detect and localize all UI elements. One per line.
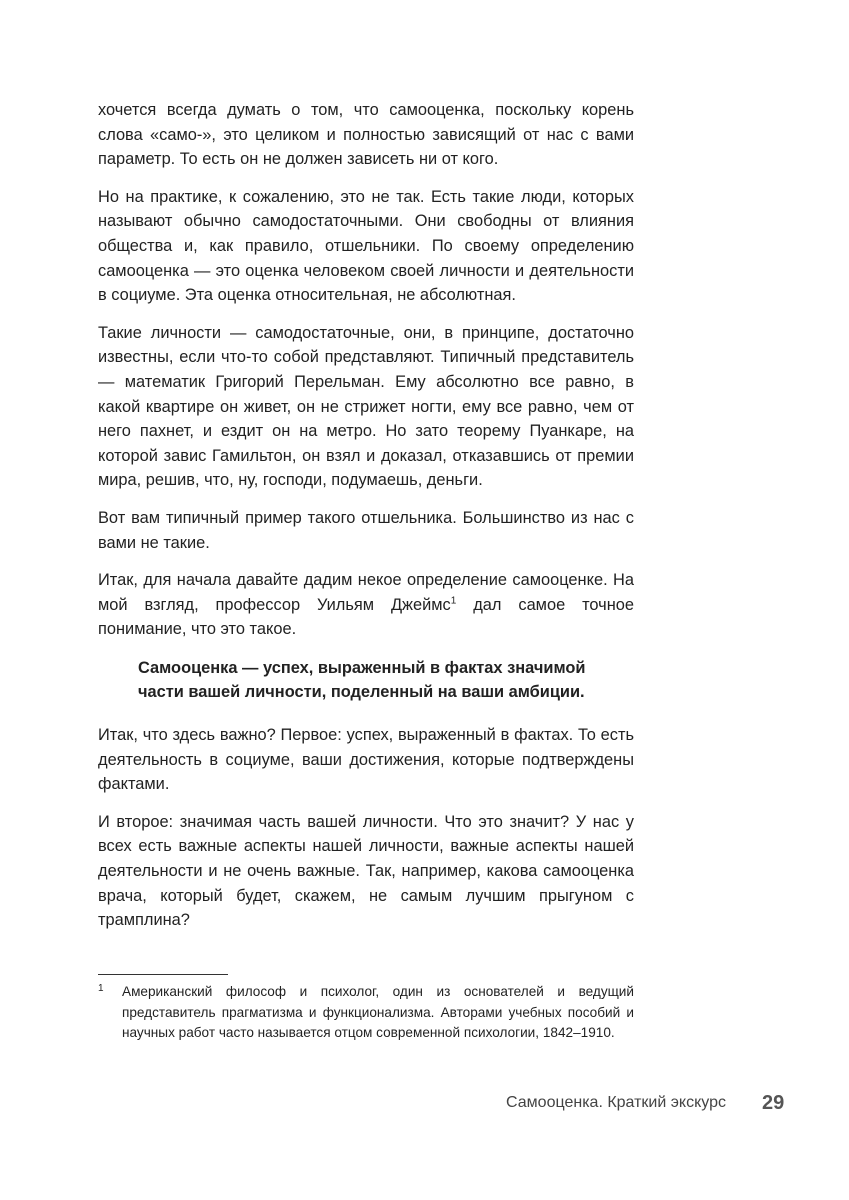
page-number: 29 — [762, 1092, 785, 1114]
paragraph-2: Но на практике, к сожалению, это не так. Есть такие люди, которых называют обычно самодостаточными. Они свободны от влияния общества и, как правило, отшельники. По своему определению самооценка — это оценка человеком своей личности и деятельности в социуме. Эта оценка относительная, не абсолютная. — [98, 187, 634, 305]
footnote-mark: 1 — [98, 983, 104, 994]
definition-quote: Самооценка — успех, выраженный в фактах значимой части вашей личности, поделенный на ваши амбиции. — [138, 658, 586, 702]
footnote — [98, 982, 634, 1044]
footnote-reference[interactable]: 1 — [450, 595, 457, 607]
main-text — [98, 98, 634, 946]
paragraph-definition-intro — [98, 568, 634, 642]
paragraph-1: хочется всегда думать о том, что самооценка, поскольку корень слова «само-», это целиком и полностью зависящий от нас с вами параметр. То есть он не должен зависеть ни от кого. — [98, 101, 634, 169]
footnote-divider — [98, 974, 228, 975]
definition-intro-after: дал самое точное понимание, что это такое. — [98, 595, 634, 639]
footnote-text: Американский философ и психолог, один из основателей и ведущий представитель прагматизма и функционализма. Авторами учебных пособий и научных работ часто называется отцом современной психологии, 1842–1910. — [122, 984, 634, 1041]
paragraph-after-quote-2: И второе: значимая часть вашей личности. Что это значит? У нас у всех есть важные аспекты нашей личности, важные аспекты нашей деятельности и не очень важные. Так, например, какова самооценка врача, который будет, скажем, не самым лучшим прыгуном с трамплина? — [98, 812, 634, 930]
paragraph-after-quote-1: Итак, что здесь важно? Первое: успех, выраженный в фактах. То есть деятельность в социуме, ваши достижения, которые подтверждены фактами. — [98, 726, 634, 794]
paragraph-3: Такие личности — самодостаточные, они, в принципе, достаточно известны, если что-то собой представляют. Типичный представитель — математик Григорий Перельман. Ему абсолютно все равно, в какой квартире он живет, он не стрижет ногти, ему все равно, чем от него пахнет, и ездит он на метро. Но зато теорему Пуанкаре, на которой завис Гамильтон, он взял и доказал, отказавшись от премии мира, решив, что, ну, господи, подумаешь, деньги. — [98, 323, 634, 490]
definition-intro-before: Итак, для начала давайте дадим некое определение самооценке. На мой взгляд, профессор Уильям Джеймс — [98, 571, 634, 614]
paragraph-4: Вот вам типичный пример такого отшельника. Большинство из нас с вами не такие. — [98, 508, 634, 552]
running-title: Самооценка. Краткий экскурс — [506, 1094, 726, 1111]
